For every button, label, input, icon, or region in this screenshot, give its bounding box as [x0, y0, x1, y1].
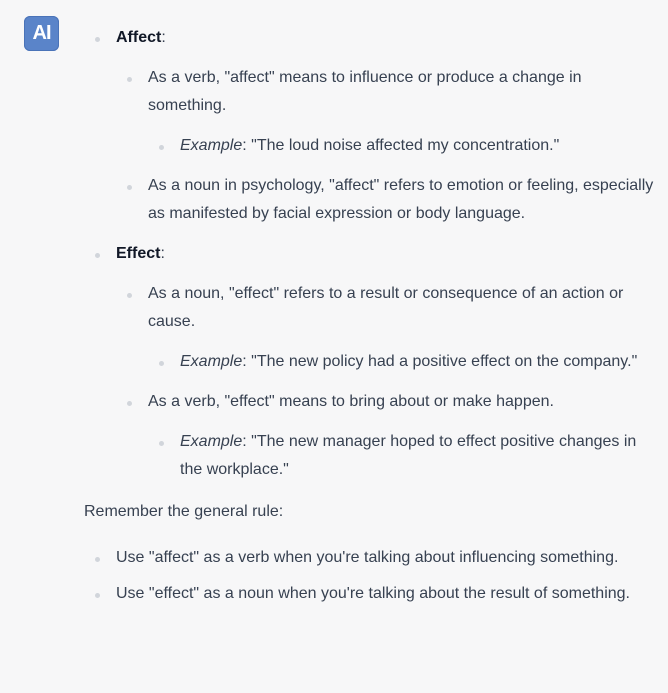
- rule-text: Use "affect" as a verb when you're talking about influencing something.: [116, 549, 619, 566]
- bullet-icon: [159, 145, 164, 150]
- sense-item: [148, 64, 654, 160]
- example-text: : "The loud noise affected my concentration.": [242, 137, 560, 154]
- rules-list: [84, 544, 654, 608]
- examples-list: [148, 132, 654, 160]
- definitions-list: [84, 24, 654, 484]
- rule-intro-text: Remember the general rule:: [84, 503, 284, 520]
- examples-list: [148, 348, 654, 376]
- bullet-icon: [95, 557, 100, 562]
- sense-text: As a noun in psychology, "affect" refers to emotion or feeling, especially as manifested by facial expression or body language.: [148, 177, 654, 222]
- bullet-icon: [127, 77, 132, 82]
- bullet-icon: [127, 185, 132, 190]
- bullet-icon: [95, 593, 100, 598]
- example-item: [180, 132, 654, 160]
- bullet-icon: [159, 361, 164, 366]
- definition-item-effect: [116, 240, 654, 484]
- rule-text: Use "effect" as a noun when you're talking about the result of something.: [116, 585, 630, 602]
- term-label: Effect: [116, 245, 161, 262]
- example-label: Example: [180, 137, 243, 154]
- term-label: Affect: [116, 29, 162, 46]
- rule-item: [116, 544, 654, 572]
- example-text: : "The new manager hoped to effect positive changes in the workplace.": [180, 433, 637, 478]
- bullet-icon: [127, 293, 132, 298]
- example-text: : "The new policy had a positive effect on the company.": [242, 353, 638, 370]
- bullet-icon: [95, 253, 100, 258]
- sense-item: [148, 388, 654, 484]
- sense-item: [148, 280, 654, 376]
- example-label: Example: [180, 433, 243, 450]
- term-colon: :: [161, 29, 166, 46]
- bullet-icon: [95, 37, 100, 42]
- example-item: [180, 428, 654, 484]
- definition-item-affect: [116, 24, 654, 228]
- example-label: Example: [180, 353, 243, 370]
- senses-list: [116, 64, 654, 228]
- bullet-icon: [127, 401, 132, 406]
- example-item: [180, 348, 654, 376]
- rule-item: [116, 580, 654, 608]
- ai-avatar-icon: AI: [24, 16, 59, 51]
- senses-list: [116, 280, 654, 484]
- bullet-icon: [159, 441, 164, 446]
- sense-text: As a noun, "effect" refers to a result or consequence of an action or cause.: [148, 285, 624, 330]
- sense-text: As a verb, "effect" means to bring about or make happen.: [148, 393, 554, 410]
- examples-list: [148, 428, 654, 484]
- sense-text: As a verb, "affect" means to influence or produce a change in something.: [148, 69, 582, 114]
- term-colon: :: [160, 245, 165, 262]
- ai-response-message: [84, 24, 654, 616]
- sense-item: [148, 172, 654, 228]
